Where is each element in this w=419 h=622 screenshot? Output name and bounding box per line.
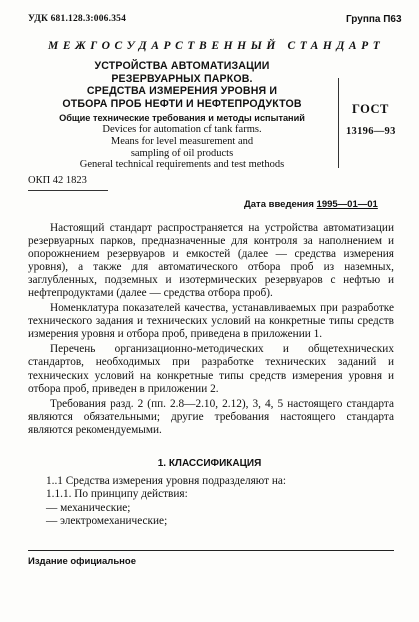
udk-code: УДК 681.128.3:006.354: [28, 14, 127, 24]
edition-label: Издание официальное: [28, 556, 136, 567]
footer-rule: [28, 550, 394, 551]
title-en-line: Means for level measurement and: [110, 135, 254, 147]
standard-banner: МЕЖГОСУДАРСТВЕННЫЙ СТАНДАРТ: [48, 40, 385, 52]
title-en-line: General technical requirements and test methods: [79, 159, 285, 171]
okp-code: ОКП 42 1823: [28, 175, 87, 186]
gost-number: 13196—93: [346, 126, 396, 137]
gost-label: ГОСТ: [352, 102, 389, 116]
title-line: СРЕДСТВА ИЗМЕРЕНИЯ УРОВНЯ И: [86, 85, 278, 98]
title-divider: [338, 78, 339, 168]
subtitle-ru: Общие технические требования и методы испытаний: [59, 113, 305, 124]
title-line: РЕЗЕРВУАРНЫХ ПАРКОВ.: [111, 72, 253, 85]
body-text: [28, 222, 394, 437]
body-paragraph: Номенклатура показателей качества, устанавливаемых при разработке технического задания и технических условий на конкретные типы средств измерения уровня и отбора проб, приведена в приложении 1.: [28, 302, 394, 341]
body-paragraph: Настоящий стандарт распространяется на устройства автоматизации резервуарных парков, предназначенные для контроля за наполнением и опорожнением резервуаров и емкостей (далее — средства измерения уровня), а также для автоматического отбора проб из наземных, заглубленных, подземных и изотермических резервуаров с нефтью и нефтепродуктами (далее — средства отбора проб).: [28, 222, 394, 300]
group-code: Группа П63: [346, 14, 402, 25]
list-item: — электромеханические;: [46, 515, 168, 528]
body-paragraph: Перечень организационно-методических и общетехнических стандартов, необходимых при разработке технических заданий и технических условий на конкретные типы средств измерения уровня и отбора проб, приведен в приложении 2.: [28, 343, 394, 395]
title-block: [28, 60, 336, 171]
title-line: ОТБОРА ПРОБ НЕФТИ И НЕФТЕПРОДУКТОВ: [62, 97, 302, 110]
body-paragraph: Требования разд. 2 (пп. 2.8—2.10, 2.12), 3, 4, 5 настоящего стандарта являются обязательными; другие требования настоящего стандарта являются рекомендуемыми.: [28, 397, 394, 436]
effective-date-value: 1995—01—01: [316, 199, 378, 210]
okp-rule: [28, 190, 108, 191]
classification-list: [28, 475, 286, 529]
section-heading: 1. КЛАССИФИКАЦИЯ: [157, 458, 262, 469]
title-en-line: sampling of oil products: [130, 147, 234, 159]
title-en-line: Devices for automation cf tank farms.: [102, 124, 262, 136]
effective-date-label: Дата введения: [244, 199, 314, 210]
title-line: УСТРОЙСТВА АВТОМАТИЗАЦИИ: [94, 60, 270, 72]
effective-date: [244, 199, 378, 210]
list-item: 1.1.1. По принципу действия:: [46, 488, 188, 501]
list-item: 1..1 Средства измерения уровня подразделяют на:: [46, 475, 287, 487]
list-item: — механические;: [46, 501, 131, 514]
